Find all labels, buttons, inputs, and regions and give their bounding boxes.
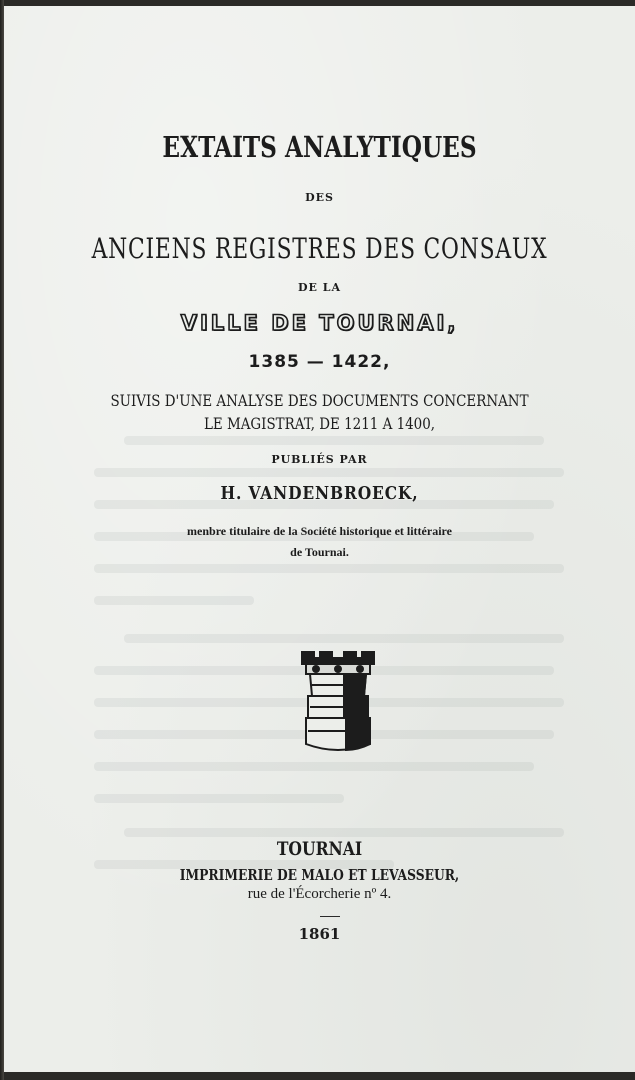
author-affiliation-line-2: de Tournai. [290, 545, 349, 559]
published-by-label: PUBLIÉS PAR [271, 453, 368, 466]
printer-name: IMPRIMERIE DE MALO ET LEVASSEUR, [179, 866, 460, 884]
subtitle-line-2: LE MAGISTRAT, DE 1211 A 1400, [203, 414, 436, 433]
tower-emblem-icon [298, 644, 378, 762]
publication-year: 1861 [298, 925, 341, 943]
title-connector-de-la: DE LA [297, 281, 342, 294]
divider-rule [320, 916, 340, 917]
printer-address: rue de l'Écorcherie nº 4. [247, 886, 392, 902]
title-page [4, 6, 635, 1072]
title-line-2: ANCIENS REGISTRES DES CONSAUX [91, 232, 548, 265]
city-heading: VILLE DE TOURNAI, [180, 311, 459, 335]
imprint-city: TOURNAI [276, 838, 363, 860]
title-connector-des: DES [305, 191, 334, 204]
date-range: 1385 — 1422, [248, 352, 391, 372]
author-name: H. VANDENBROECK, [220, 483, 419, 504]
author-affiliation-line-1: menbre titulaire de la Société historique et littéraire [187, 524, 452, 538]
title-line-1: EXTAITS ANALYTIQUES [162, 130, 477, 164]
show-through-text [4, 6, 635, 1072]
subtitle-line-1: SUIVIS D'UNE ANALYSE DES DOCUMENTS CONCERNANT [110, 391, 529, 410]
